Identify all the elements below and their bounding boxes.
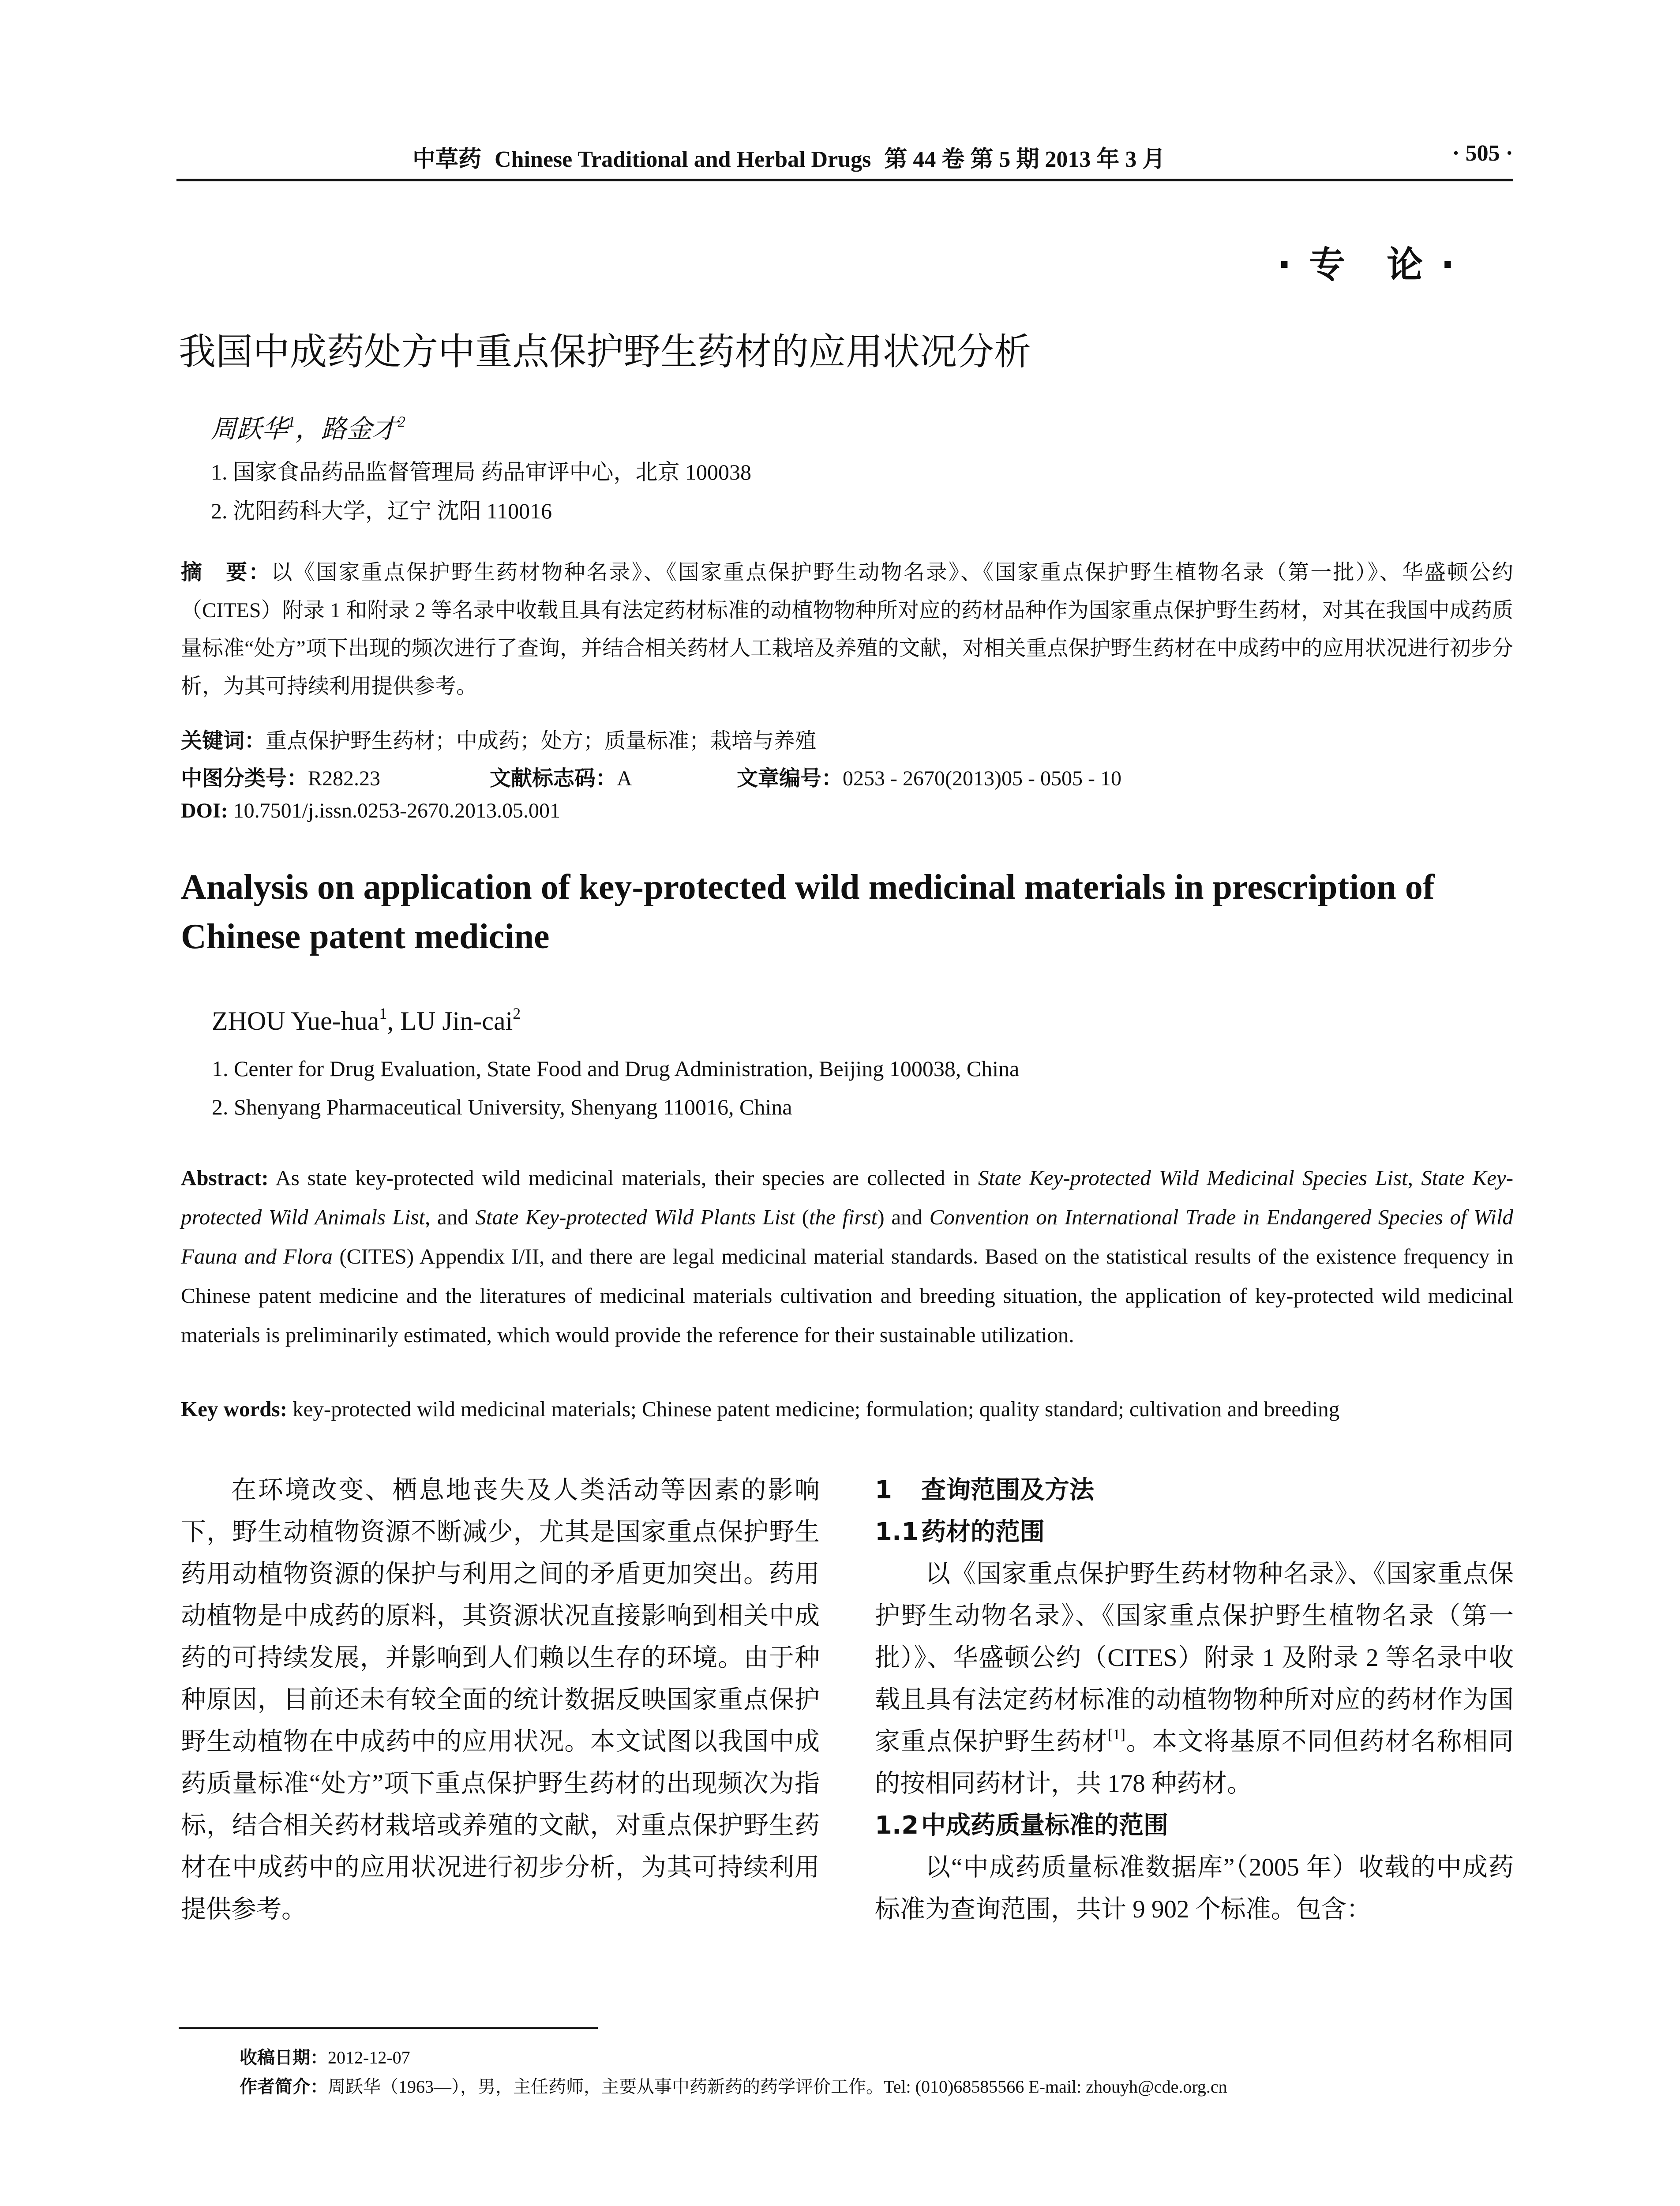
abstract-segment: ) and bbox=[877, 1205, 930, 1229]
abstract-segment-italic: State Key-protected Wild Plants List bbox=[475, 1205, 795, 1229]
clc-label: 中图分类号： bbox=[181, 767, 308, 790]
section-title: 中成药质量标准的范围 bbox=[921, 1811, 1168, 1840]
english-keywords bbox=[181, 1396, 1518, 1422]
english-abstract bbox=[181, 1158, 1513, 1354]
author-bio-value: 周跃华（1963—），男，主任药师，主要从事中药新药的药学评价工作。Tel: (010)68585566 E-mail: zhouyh@cde.org.cn bbox=[328, 2077, 1227, 2097]
chinese-affiliation-2: 2. 沈阳药科大学，辽宁 沈阳 110016 bbox=[211, 499, 552, 523]
paragraph-text: 以《国家重点保护野生药材物种名录》、《国家重点保护野生动物名录》、《国家重点保护野生植物名录（第一批）》、华盛顿公约（CITES）附录 1 及附录 2 等名录中收载且具有法定药材标准的动植物物种所对应的药材作为国家重点保护野生药材 bbox=[875, 1560, 1514, 1756]
section-number: 1.2 bbox=[875, 1811, 919, 1840]
abstract-segment: As state key-protected wild medicinal materials, their species are collected in bbox=[268, 1166, 978, 1190]
abstract-segment: ( bbox=[795, 1205, 809, 1229]
section-title: 查询范围及方法 bbox=[921, 1476, 1094, 1504]
received-label: 收稿日期： bbox=[240, 2048, 328, 2067]
footnote-rule bbox=[179, 2027, 598, 2029]
abstract-segment: (CITES) Appendix I/II, and there are legal medicinal material standards. Based on the statistical results of the existence frequency in Chinese patent medicine and the literatures of medicinal materials cultivation and breeding situation, the application of key-protected wild medicinal materials is preliminarily estimated, which would provide the reference for their sustainable utilization. bbox=[181, 1244, 1514, 1347]
author-separator: , bbox=[387, 1006, 401, 1035]
affiliation-marker: 1 bbox=[288, 413, 296, 431]
english-affiliation-2: 2. Shenyang Pharmaceutical University, Shenyang 110016, China bbox=[212, 1095, 792, 1119]
section-heading-1 bbox=[875, 1469, 1514, 1511]
abstract-label: Abstract: bbox=[181, 1166, 269, 1190]
chinese-authors bbox=[211, 408, 405, 445]
received-date-footnote bbox=[240, 2044, 410, 2069]
body-right-column bbox=[875, 1469, 1514, 1930]
section-number: 1.1 bbox=[875, 1518, 919, 1546]
journal-name-en: Chinese Traditional and Herbal Drugs bbox=[495, 147, 871, 172]
author-name: 路金才 bbox=[321, 415, 398, 443]
article-number-label: 文章编号： bbox=[737, 767, 843, 790]
abstract-segment-italic: Convention on International Trade in Endangered Species of Wild Fauna and Flora bbox=[181, 1205, 1513, 1268]
abstract-segment: , and bbox=[425, 1205, 476, 1229]
header-rule bbox=[176, 179, 1513, 181]
section-1-2-paragraph: 以“中成药质量标准数据库”（2005 年）收载的中成药标准为查询范围，共计 9 902 个标准。包含： bbox=[875, 1853, 1514, 1923]
author-name: 周跃华 bbox=[211, 415, 288, 443]
chinese-keywords bbox=[181, 724, 816, 754]
body-left-column bbox=[181, 1469, 820, 1930]
section-title: 药材的范围 bbox=[921, 1518, 1045, 1546]
intro-paragraph: 在环境改变、栖息地丧失及人类活动等因素的影响下，野生动植物资源不断减少，尤其是国家重点保护野生药用动植物资源的保护与利用之间的矛盾更加突出。药用动植物是中成药的原料，其资源状况直接影响到相关中成药的可持续发展，并影响到人们赖以生存的环境。由于种种原因，目前还未有较全面的统计数据反映国家重点保护野生动植物在中成药中的应用状况。本文试图以我国中成药质量标准“处方”项下重点保护野生药材的出现频次为指标，结合相关药材栽培或养殖的文献，对重点保护野生药材在中成药中的应用状况进行初步分析，为其可持续利用提供参考。 bbox=[181, 1476, 820, 1923]
article-number-value: 0253 - 2670(2013)05 - 0505 - 10 bbox=[843, 767, 1121, 790]
running-header bbox=[176, 140, 1513, 180]
reference-marker: [1] bbox=[1108, 1726, 1125, 1743]
english-title: Analysis on application of key-protected wild medicinal materials in prescription of Chinese patent medicine bbox=[181, 868, 1435, 956]
section-1-1-paragraph bbox=[875, 1553, 1514, 1805]
doc-code-value: A bbox=[617, 767, 632, 790]
doc-code-label: 文献标志码： bbox=[490, 767, 617, 790]
received-value: 2012-12-07 bbox=[328, 2048, 410, 2067]
author-separator: ， bbox=[295, 415, 321, 443]
abstract-text: 以《国家重点保护野生药材物种名录》、《国家重点保护野生动物名录》、《国家重点保护野生植物名录（第一批）》、华盛顿公约（CITES）附录 1 和附录 2 等名录中收载且具有法定药材标准的动植物物种所对应的药材品种作为国家重点保护野生药材，对其在我国中成药质量标准“处方”项下出现的频次进行了查询，并结合相关药材人工栽培及养殖的文献，对相关重点保护野生药材在中成药中的应用状况进行初步分析，为其可持续利用提供参考。 bbox=[181, 561, 1513, 698]
keywords-text: 重点保护野生药材；中成药；处方；质量标准；栽培与养殖 bbox=[266, 729, 817, 753]
page-number: · 505 · bbox=[1452, 141, 1513, 166]
section-heading-1-1 bbox=[875, 1511, 1514, 1553]
author-bio-footnote bbox=[240, 2073, 1227, 2098]
english-authors bbox=[212, 1006, 521, 1036]
column-tag: · 专 论 · bbox=[1277, 244, 1457, 286]
doi-label: DOI: bbox=[181, 799, 228, 822]
doi-line bbox=[181, 799, 560, 823]
abstract-segment: , bbox=[1407, 1166, 1421, 1190]
section-number: 1 bbox=[875, 1476, 892, 1504]
chinese-abstract bbox=[181, 554, 1513, 705]
clc-value: R282.23 bbox=[308, 767, 381, 790]
section-heading-1-2 bbox=[875, 1805, 1514, 1846]
keywords-label: Key words: bbox=[181, 1397, 287, 1421]
author-name: LU Jin-cai bbox=[400, 1006, 513, 1035]
english-affiliation-1: 1. Center for Drug Evaluation, State Food and Drug Administration, Beijing 100038, China bbox=[212, 1056, 1020, 1081]
issue-info: 第 44 卷 第 5 期 2013 年 3 月 bbox=[884, 147, 1166, 172]
keywords-label: 关键词： bbox=[181, 729, 266, 753]
doi-value: 10.7501/j.issn.0253-2670.2013.05.001 bbox=[228, 799, 561, 822]
abstract-label: 摘 要： bbox=[181, 561, 271, 584]
affiliation-marker: 2 bbox=[398, 413, 405, 431]
author-bio-label: 作者简介： bbox=[240, 2077, 328, 2097]
chinese-affiliation-1: 1. 国家食品药品监督管理局 药品审评中心，北京 100038 bbox=[211, 460, 751, 484]
chinese-title: 我国中成药处方中重点保护野生药材的应用状况分析 bbox=[179, 330, 1031, 373]
affiliation-marker: 2 bbox=[513, 1004, 521, 1022]
journal-name-cn: 中草药 bbox=[412, 146, 482, 173]
author-name: ZHOU Yue-hua bbox=[212, 1006, 379, 1035]
paragraph-text: 。本文将基原不同但药材名称相同的按相同药材计，共 178 种药材。 bbox=[875, 1728, 1514, 1797]
abstract-segment-italic: State Key-protected Wild Animals List bbox=[181, 1166, 1514, 1229]
keywords-text: key-protected wild medicinal materials; Chinese patent medicine; formulation; quality standard; cultivation and breeding bbox=[287, 1397, 1340, 1421]
abstract-segment-italic: the first bbox=[809, 1205, 878, 1229]
journal-header-text bbox=[412, 140, 1165, 173]
abstract-segment-italic: State Key-protected Wild Medicinal Species List bbox=[978, 1166, 1408, 1190]
affiliation-marker: 1 bbox=[379, 1004, 387, 1022]
classification-line bbox=[181, 761, 1121, 792]
